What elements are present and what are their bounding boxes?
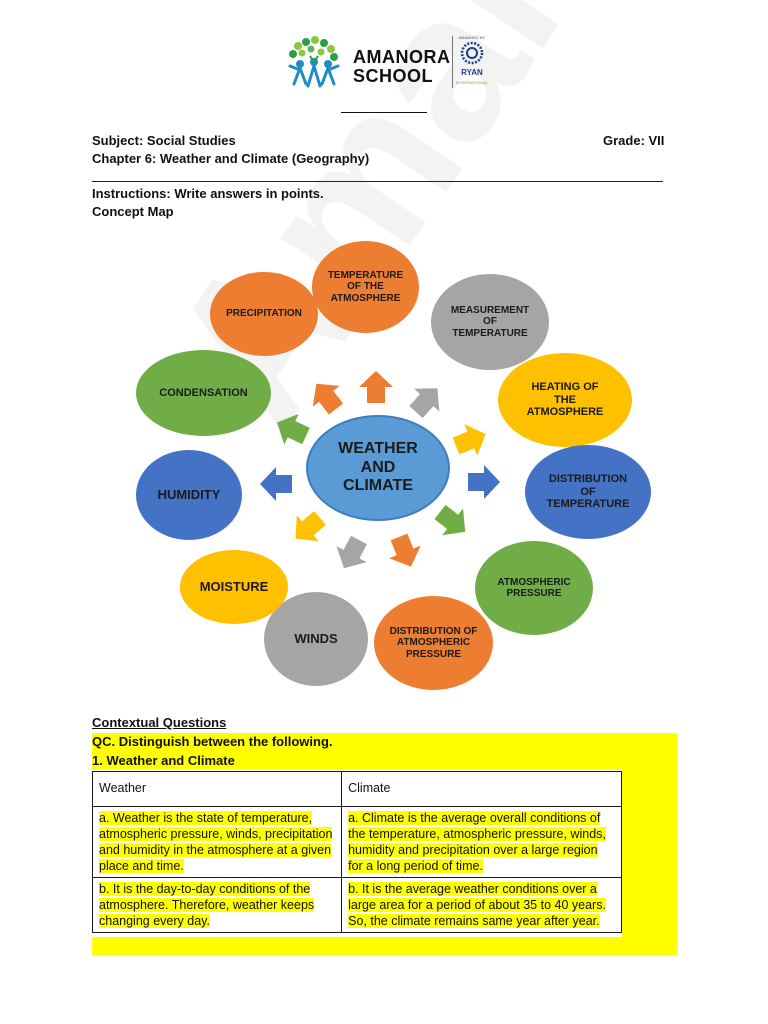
node-heating-label: HEATING OF THE ATMOSPHERE [526, 381, 604, 419]
cell-climate-b: b. It is the average weather conditions over a large area for a period of about 35 to 40 years. So, the climate remains same year after year. [348, 882, 606, 928]
comparison-table [92, 771, 622, 933]
node-moisture [180, 550, 288, 624]
arrow-to-atm-pressure [430, 499, 476, 545]
cell-climate-a: a. Climate is the average overall conditions of the temperature, atmospheric pressure, winds, humidity and precipitation over a large region for a long period of time. [348, 811, 606, 873]
question-1-title: 1. Weather and Climate [92, 751, 677, 770]
node-condensation [136, 350, 271, 436]
node-center-label: WEATHER AND CLIMATE [338, 440, 418, 495]
node-measurement [431, 274, 549, 370]
node-precipitation-label: PRECIPITATION [226, 308, 302, 320]
chapter-label: Chapter 6: Weather and Climate (Geography) [92, 151, 370, 166]
ryan-name: RYAN [461, 68, 483, 77]
node-measurement-label: MEASUREMENT OF TEMPERATURE [450, 304, 530, 339]
node-moisture-label: MOISTURE [199, 578, 269, 594]
node-temperature [312, 241, 419, 333]
table-row [93, 807, 622, 878]
highlight-margin [622, 770, 677, 954]
node-condensation-label: CONDENSATION [159, 386, 248, 399]
node-distribution-temp [525, 445, 651, 539]
arrow-to-precipitation [303, 373, 349, 419]
table-cell [93, 807, 342, 878]
table-row [93, 878, 622, 933]
arrow-to-distribution-temp [468, 465, 500, 499]
school-name-line2: SCHOOL [353, 66, 434, 86]
cell-weather-a: a. Weather is the state of temperature, atmospheric pressure, winds, precipitation and humidity in the atmosphere at a given place and time. [99, 811, 333, 873]
node-humidity [136, 450, 242, 540]
school-name-line1: AMANORA [353, 47, 451, 67]
grade-label: Grade: VII [603, 133, 665, 148]
header-climate-label: Climate [348, 781, 391, 795]
ryan-sub: INTERNATIONAL [456, 80, 488, 85]
node-atm-pressure [475, 541, 593, 635]
highlight-bottom [92, 937, 677, 955]
node-temperature-label: TEMPERATURE OF THE ATMOSPHERE [327, 269, 404, 304]
node-humidity-label: HUMIDITY [157, 486, 221, 502]
arrow-to-humidity [260, 467, 292, 501]
table-cell [342, 878, 622, 933]
node-heating [498, 353, 632, 447]
node-center [306, 415, 450, 521]
header-weather [93, 772, 342, 807]
arrow-to-measurement [403, 377, 450, 424]
contextual-questions-title: Contextual Questions [92, 715, 227, 730]
managed-by-label: MANAGED BY [458, 35, 486, 40]
cell-weather-b: b. It is the day-to-day conditions of the atmosphere. Therefore, weather keeps changing every day. [99, 882, 315, 928]
arrow-to-moisture [285, 505, 331, 552]
arrow-to-condensation [270, 407, 313, 451]
arrow-to-distribution-pressure [383, 531, 427, 573]
subject-label: Subject: Social Studies [92, 133, 236, 148]
node-atm-pressure-label: ATMOSPHERIC PRESSURE [497, 576, 571, 599]
table-header-row [93, 772, 622, 807]
arrow-to-temperature [359, 371, 393, 403]
instructions-label: Instructions: Write answers in points. [92, 186, 324, 201]
node-distribution-pressure-label: DISTRIBUTION OF ATMOSPHERIC PRESSURE [389, 625, 478, 660]
qc-instruction: QC. Distinguish between the following. [92, 733, 677, 751]
table-cell [93, 878, 342, 933]
arrow-to-winds [329, 532, 374, 576]
arrow-to-heating [450, 418, 492, 462]
node-precipitation [210, 272, 318, 356]
concept-map-title: Concept Map [92, 204, 174, 219]
node-distribution-pressure [374, 596, 493, 690]
table-cell [342, 807, 622, 878]
node-distribution-temp-label: DISTRIBUTION OF TEMPERATURE [546, 473, 630, 511]
header-weather-label: Weather [99, 781, 147, 795]
node-winds-label: WINDS [294, 630, 338, 646]
header-climate [342, 772, 622, 807]
